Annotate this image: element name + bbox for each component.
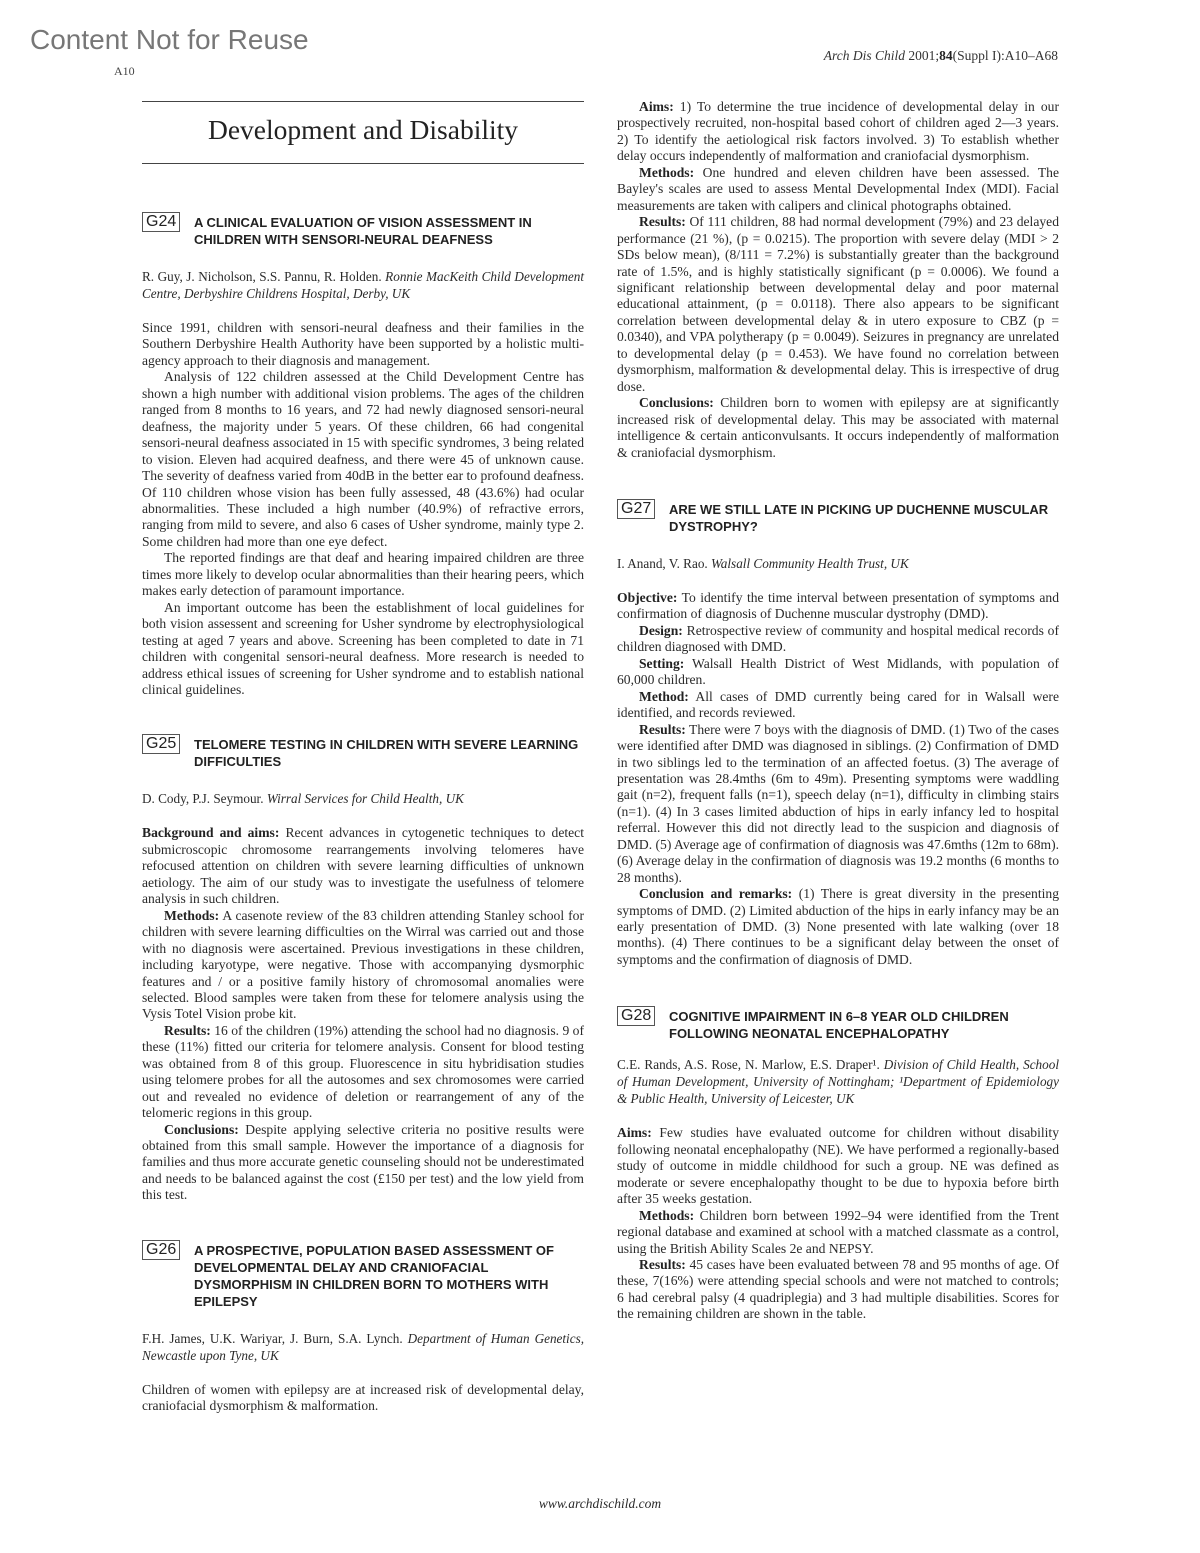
abstract-title: COGNITIVE IMPAIRMENT IN 6–8 YEAR OLD CHILDREN FOLLOWING NEONATAL ENCEPHALOPATHY <box>669 1009 1009 1042</box>
paragraph <box>617 590 1059 623</box>
abstract-title: A PROSPECTIVE, POPULATION BASED ASSESSMENT OF DEVELOPMENTAL DELAY AND CRANIOFACIAL DYSMORPHISM IN CHILDREN BORN TO MOTHERS WITH EPILEPSY <box>194 1242 554 1309</box>
paragraph-label: Conclusion and remarks: <box>639 886 793 902</box>
paragraph-label: Objective: <box>617 589 678 605</box>
footer-url[interactable]: www.archdischild.com <box>538 1496 662 1511</box>
abstract-heading-g26 <box>142 1242 584 1310</box>
author-list: F.H. James, U.K. Wariyar, J. Burn, S.A. Lynch. <box>142 1330 403 1346</box>
abstract-body-g26 <box>142 1382 584 1415</box>
paragraph-label: Design: <box>639 622 683 638</box>
paragraph <box>617 214 1059 395</box>
paragraph-label: Background and aims: <box>142 825 280 841</box>
abstract-authors <box>617 555 1059 572</box>
affiliation: Ronnie MacKeith Child Development Centre, Derbyshire Childrens Hospital, Derby, UK <box>142 269 584 301</box>
paragraph <box>617 395 1059 461</box>
paragraph-label: Results: <box>639 1257 686 1273</box>
paragraph-label: Method: <box>639 688 689 704</box>
abstract-code: G24 <box>142 212 180 232</box>
paragraph-text: All cases of DMD currently being cared for in Walsall were identified, and records reviewed. <box>617 688 1059 721</box>
affiliation: Division of Child Health, School of Human Development, University of Nottingham; ¹Department of Epidemiology & Public Health, University of Leicester, UK <box>617 1057 1059 1107</box>
paragraph <box>617 886 1059 968</box>
paragraph-text: Children born to women with epilepsy are at significantly increased risk of developmental delay. This may be associated with maternal intelligence & certain anticonvulsants. It occurs independently of malformation & craniofacial dysmorphism. <box>617 395 1059 460</box>
paragraph <box>142 825 584 907</box>
author-list: I. Anand, V. Rao. <box>617 555 708 571</box>
abstract-authors <box>142 790 584 807</box>
paragraph <box>142 908 584 1023</box>
paragraph-label: Conclusions: <box>639 395 714 411</box>
paragraph: Analysis of 122 children assessed at the Child Development Centre has shown a high number with additional vision problems. The ages of the children ranged from 8 months to 16 years, and 72 had newly diagnosed sensori-neural deafness, the majority under 5 years. Of these children, 66 had congenital sensori-neural deafness associated in 15 with specific syndromes, 3 being related to vision. Eleven had acquired deafness, and there were 45 of unknown cause. The severity of deafness varied from 40dB in the better ear to profound deafness. Of 110 children whose vision has been fully assessed, 48 (43.6%) had ocular abnormalities. These included a high number (40.9%) of refractive errors, ranging from mild to severe, and also 6 cases of Usher syndrome, mainly type 2. Some children had more than one eye defect. <box>142 369 584 549</box>
abstract-heading-g27 <box>617 501 1059 535</box>
paragraph-text: A casenote review of the 83 children attending Stanley school for children with severe learning difficulties on the Wirral was carried out and those with no diagnosis were ascertained. Previous investigations in these children, including karyotype, were negative. Those with accompanying dysmorphic features and / or a positive family history of chromosomal anomalies were selected. Blood samples were taken from these for telomere analysis using the Vysis Totel Vision probe kit. <box>142 907 584 1022</box>
paragraph-label: Setting: <box>639 655 685 671</box>
paragraph-text: 1) To determine the true incidence of developmental delay in our prospectively recruited, non-hospital based cohort of children aged 2—3 years. 2) To identify the aetiological risk factors involved. 3) To establish whether delay occurs independently of malformation and craniofacial dysmorphism. <box>617 99 1059 164</box>
abstract-heading-g25 <box>142 736 584 770</box>
paragraph <box>617 1125 1059 1207</box>
abstract-code: G27 <box>617 499 655 519</box>
paragraph-text: Few studies have evaluated outcome for children without disability following neonatal encephalopathy (NE). We have performed a regionally-based study of outcome in middle childhood for such a group. NE was defined as moderate or severe encephalopathy thought to be due to hypoxia before birth after 35 weeks gestation. <box>617 1125 1059 1207</box>
paragraph-text: Walsall Health District of West Midlands, with population of 60,000 children. <box>617 655 1060 688</box>
journal-year: 2001; <box>908 48 940 63</box>
paragraph-text: (1) There is great diversity in the presenting symptoms of DMD. (2) Limited abduction of the hips in early infancy may be an early presentation of DMD. (3) None presented with late walking (over 18 months). (4) There continues to be a significant delay between the onset of symptoms and the confirmation of diagnosis of DMD. <box>617 886 1059 967</box>
paragraph-label: Methods: <box>164 907 220 923</box>
author-list: C.E. Rands, A.S. Rose, N. Marlow, E.S. Draper¹. <box>617 1057 880 1073</box>
abstract-body-g25 <box>142 825 584 1203</box>
watermark: Content Not for Reuse <box>30 24 309 55</box>
paragraph-text: Despite applying selective criteria no positive results were obtained from this small sample. However the importance of a diagnosis for families and thus more accurate genetic counseling should not be underestimated and needs to be balanced against the cost (£150 per test) and the low yield from this test. <box>142 1121 584 1203</box>
paragraph <box>617 722 1059 887</box>
paragraph-text: To identify the time interval between presentation of symptoms and confirmation of diagnosis of Duchenne muscular dystrophy (DMD). <box>617 589 1060 622</box>
right-column <box>617 99 1059 1323</box>
abstract-title: ARE WE STILL LATE IN PICKING UP DUCHENNE MUSCULAR DYSTROPHY? <box>669 501 1049 534</box>
paragraph <box>142 1023 584 1122</box>
title-rule-top <box>142 101 584 102</box>
paragraph-text: 16 of the children (19%) attending the school had no diagnosis. 9 of these (11%) fitted our criteria for telomere analysis. Consent for blood testing was obtained from 8 of this group. Fluorescence in situ hybridisation studies using telomere probes for all the autosomes and sex chromosomes were carried out and revealed no evidence of deletion or rearrangement of any of the telomeric regions in this group. <box>142 1022 585 1121</box>
running-head <box>824 48 1058 64</box>
abstract-authors <box>617 1056 1059 1107</box>
paragraph-text: Recent advances in cytogenetic techniques to detect submicroscopic chromosome rearrangements involving telomeres have refocused attention on children with severe learning difficulties of unknown aetiology. The aim of our study was to investigate the usefulness of telomere analysis in such children. <box>142 825 584 907</box>
paragraph-text: One hundred and eleven children have been assessed. The Bayley's scales are used to assess Mental Developmental Index (MDI). Facial measurements are taken with calipers and clinical photographs obtained. <box>617 164 1059 213</box>
paragraph-text: 45 cases have been evaluated between 78 and 95 months of age. Of these, 7(16%) were attending special schools and were not matched to controls; 6 had cerebral palsy (4 quadriplegia) and 3 had multiple disabilities. Scores for the remaining children are shown in the table. <box>617 1257 1059 1322</box>
paragraph <box>142 1122 584 1204</box>
abstract-title: A CLINICAL EVALUATION OF VISION ASSESSMENT IN CHILDREN WITH SENSORI-NEURAL DEAFNESS <box>194 215 532 247</box>
paragraph-label: Conclusions: <box>164 1121 239 1137</box>
abstract-body-g27 <box>617 590 1059 968</box>
author-list: D. Cody, P.J. Seymour. <box>142 791 264 807</box>
paragraph-text: Retrospective review of community and hospital medical records of children diagnosed with DMD. <box>617 622 1060 655</box>
journal-volume: 84 <box>939 48 953 63</box>
paragraph <box>617 1257 1059 1323</box>
paragraph <box>617 623 1059 656</box>
abstract-body-g24 <box>142 320 584 698</box>
paragraph-label: Aims: <box>639 99 674 114</box>
page-number: A10 <box>114 64 135 78</box>
abstract-authors <box>142 1330 584 1364</box>
abstract-heading-g28 <box>617 1008 1059 1042</box>
paragraph-label: Results: <box>164 1022 211 1038</box>
abstract-code: G25 <box>142 734 180 754</box>
paragraph: The reported findings are that deaf and hearing impaired children are three times more likely to develop ocular abnormalities than their hearing peers, which makes early detection of paramount importance. <box>142 550 584 599</box>
author-list: R. Guy, J. Nicholson, S.S. Pannu, R. Holden. <box>142 269 382 284</box>
abstract-heading-g24 <box>142 214 584 248</box>
paragraph: An important outcome has been the establishment of local guidelines for both vision assessent and screening for Usher syndrome by electrophysiological testing at aged 7 years and above. Screening has been completed to date in 71 children with congenital sensori-neural deafness. More research is needed to address ethical issues of screening for Usher syndrome and to establish national clinical guidelines. <box>142 599 584 697</box>
paragraph-text: There were 7 boys with the diagnosis of DMD. (1) Two of the cases were identified after DMD was diagnosed in siblings. (2) Confirmation of DMD in two siblings led to the termination of an affected foetus. (3) The average of presentation was 28.4mths (6m to 49m). Presenting symptoms were waddling gait (n=2), frequent falls (n=1), speech delay (n=1), difficulty in climbing stairs (n=1). (4) In 3 cases limited abduction of hips in early infancy led to hospital referral. However this did not directly lead to the suspicion and diagnosis of DMD. (5) Average age of confirmation of diagnosis was 47.6mths (12m to 68m). (6) Average delay in the confirmation of diagnosis was 19.2 months (6 months to 28 months). <box>617 721 1059 885</box>
section-title: Development and Disability <box>207 114 519 145</box>
paragraph-label: Aims: <box>617 1125 652 1141</box>
paragraph: Since 1991, children with sensori-neural deafness and their families in the Southern Derbyshire Health Authority have been supported by a holistic multi-agency approach to their diagnosis and management. <box>142 320 584 368</box>
left-column <box>142 101 584 1415</box>
abstract-body-g28 <box>617 1125 1059 1322</box>
affiliation: Wirral Services for Child Health, UK <box>266 791 464 807</box>
paragraph <box>617 656 1059 689</box>
abstract-title: TELOMERE TESTING IN CHILDREN WITH SEVERE LEARNING DIFFICULTIES <box>194 737 579 770</box>
abstract-body-g26-continued <box>617 99 1059 461</box>
abstract-code: G26 <box>142 1240 180 1260</box>
paragraph <box>617 689 1059 722</box>
title-rule-bottom <box>142 163 584 164</box>
paragraph-label: Results: <box>639 214 686 230</box>
paragraph <box>617 99 1059 165</box>
paragraph-text: Of 111 children, 88 had normal development (79%) and 23 delayed performance (21 %), (p = 0.0215). The proportion with severe delay (MDI > 2 SDs below mean), (8/111 = 7.2%) is substantially greater than the background rate of 1.5%, and is highly statistically significant (p = 0.0006). We found a significant relationship between developmental delay and poor maternal educational attainment, (p = 0.0118). There also appears to be significant correlation between developmental delay & in utero exposure to CBZ (p = 0.0340), and VPA polytherapy (p = 0.0049). Seizures in pregnancy are unrelated to developmental delay (p = 0.453). We have found no correlation between dysmorphism, malformation & developmental delay. This is irrespective of drug dose. <box>617 214 1060 394</box>
paragraph <box>617 1208 1059 1257</box>
paragraph-text: Children born between 1992–94 were identified from the Trent regional database and examined at school with a matched classmate as a control, using the British Ability Scales 2e and NEPSY. <box>617 1207 1059 1256</box>
affiliation: Walsall Community Health Trust, UK <box>711 555 909 571</box>
affiliation: Department of Human Genetics, Newcastle upon Tyne, UK <box>142 1330 585 1363</box>
paragraph-label: Methods: <box>639 164 695 180</box>
abstract-code: G28 <box>617 1006 655 1026</box>
journal-name: Arch Dis Child <box>823 48 905 63</box>
paragraph-label: Results: <box>639 721 686 737</box>
paragraph <box>617 165 1059 214</box>
journal-pages: (Suppl I):A10–A68 <box>952 48 1058 63</box>
paragraph: Children of women with epilepsy are at increased risk of developmental delay, craniofacial dysmorphism & malformation. <box>142 1381 584 1414</box>
abstract-authors <box>142 268 584 302</box>
paragraph-label: Methods: <box>639 1207 695 1223</box>
